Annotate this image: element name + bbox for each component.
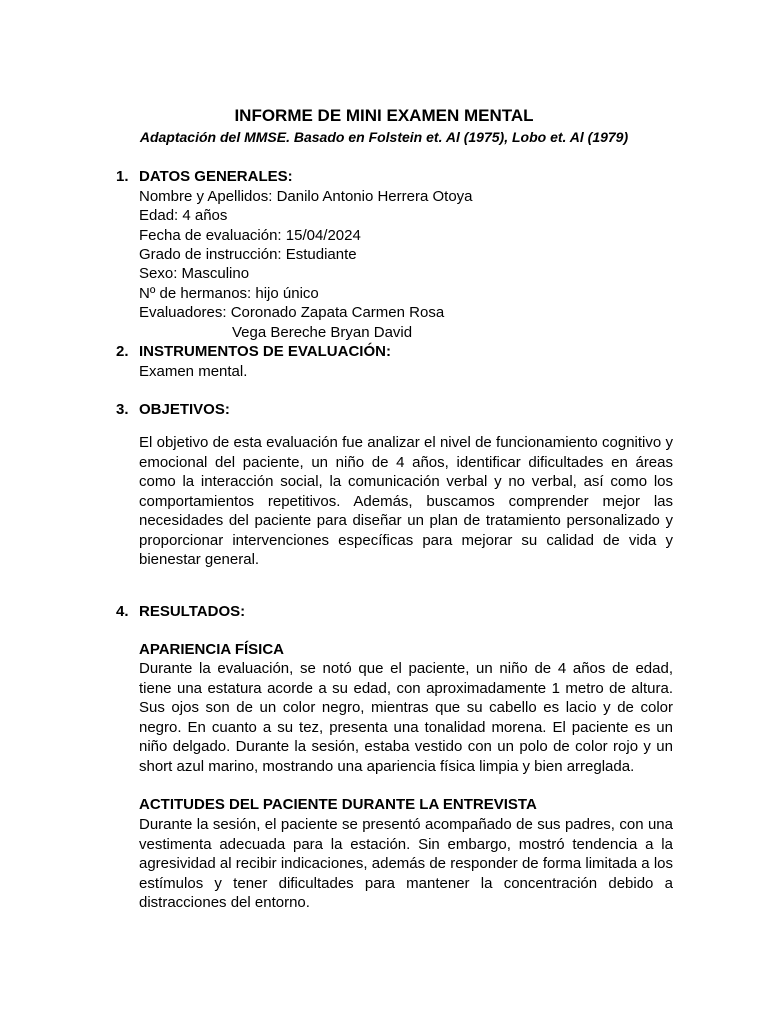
field-edad: Edad: 4 años [139,207,228,224]
instrumentos-text: Examen mental. [139,363,248,380]
field-evaluadores-second: Vega Bereche Bryan David [232,324,413,341]
section-1-heading: DATOS GENERALES: [139,168,293,185]
field-grado: Grado de instrucción: Estudiante [139,246,357,263]
field-evaluadores: Evaluadores: Coronado Zapata Carmen Rosa [139,304,445,321]
objetivos-paragraph: El objetivo de esta evaluación fue analizar el nivel de funcionamiento cognitivo y emocional del paciente, un niño de 4 años, identificar dificultades en áreas como la interacción social, la comunicación verbal y no verbal, así como los comportamientos repetitivos. Además, buscamos comprender mejor las necesidades del paciente para diseñar un plan de tratamiento personalizado y proporcionar intervenciones específicas para mejorar su calidad de vida y bienestar general. [139,434,673,568]
section-3-number: 3. [116,401,129,418]
section-4-heading: RESULTADOS: [139,603,246,620]
section-1-number: 1. [116,168,129,185]
actitudes-paragraph: Durante la sesión, el paciente se presentó acompañado de sus padres, con una vestimenta adecuada para la estación. Sin embargo, mostró tendencia a la agresividad al recibir indicaciones, además de responder de forma limitada a los estímulos y tener dificultades para mantener la concentración debido a distracciones del entorno. [139,816,673,911]
field-fecha: Fecha de evaluación: 15/04/2024 [139,227,361,244]
field-nombre: Nombre y Apellidos: Danilo Antonio Herrera Otoya [139,188,473,205]
apariencia-paragraph: Durante la evaluación, se notó que el paciente, un niño de 4 años de edad, tiene una estatura acorde a su edad, con aproximadamente 1 metro de altura. Sus ojos son de un color negro, mientras que su cabello es lacio y de color negro. En cuanto a su tez, presenta una tonalidad morena. El paciente es un niño delgado. Durante la sesión, estaba vestido con un polo de color rojo y un short azul marino, mostrando una apariencia física limpia y bien arreglada. [139,660,673,775]
field-hermanos: Nº de hermanos: hijo único [139,285,319,302]
section-4-number: 4. [116,603,129,620]
apariencia-heading: APARIENCIA FÍSICA [139,641,285,658]
section-3-heading: OBJETIVOS: [139,401,230,418]
actitudes-heading: ACTITUDES DEL PACIENTE DURANTE LA ENTREVISTA [139,796,537,813]
report-subtitle: Adaptación del MMSE. Basado en Folstein et. Al (1975), Lobo et. Al (1979) [139,129,629,145]
section-2-heading: INSTRUMENTOS DE EVALUACIÓN: [139,343,391,360]
report-title: INFORME DE MINI EXAMEN MENTAL [234,106,534,125]
field-sexo: Sexo: Masculino [139,265,250,282]
section-2-number: 2. [116,343,129,360]
